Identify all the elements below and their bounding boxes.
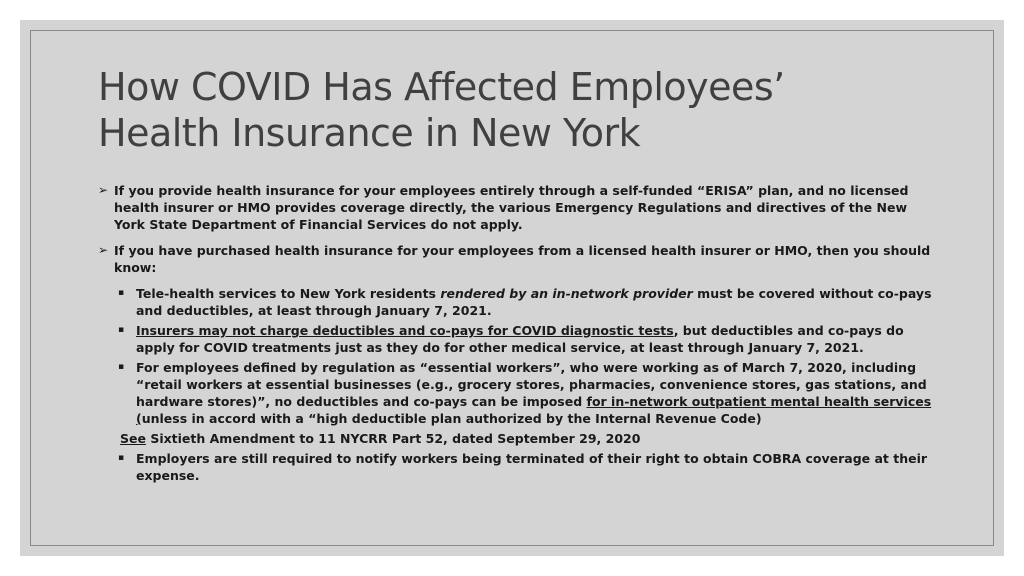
reference-text: Sixtieth Amendment to 11 NYCRR Part 52, dated September 29, 2020 xyxy=(145,431,641,446)
square-bullet-icon: ▪ xyxy=(118,453,125,463)
see-link[interactable]: See xyxy=(120,431,146,446)
title-line-2: Health Insurance in New York xyxy=(98,111,641,155)
bullet-text: If you provide health insurance for your employees entirely through a self-funded “ERISA” plan, and no licensed health insurer or HMO provides coverage directly, the various Emergency Regulations and directives of the New York State Department of Financial Services do not apply. xyxy=(114,183,909,232)
sub-bullet-text: Tele-health services to New York residents xyxy=(136,286,441,301)
sub-bullet-emphasis: rendered by an in-network provider xyxy=(440,286,693,301)
mental-health-services-link[interactable]: for in-network outpatient mental health services ( xyxy=(136,394,932,426)
sub-bullet-diagnostic-tests xyxy=(98,322,938,356)
bullet-self-funded xyxy=(98,182,938,233)
bullet-text: If you have purchased health insurance for your employees from a licensed health insurer or HMO, then you should know: xyxy=(114,243,931,275)
reference-note xyxy=(98,430,938,447)
sub-bullet-text: , but deductibles and co-pays do apply for COVID treatments just as they do for other medical service, at least through January 7, 2021. xyxy=(136,323,904,355)
sub-bullet-text: For employees defined by regulation as “essential workers”, who were working as of March 7, 2020, including “retail workers at essential businesses (e.g., grocery stores, pharmacies, convenience stores, gas stations, and hardware stores)”, no deductibles and co-pays can be imposed xyxy=(136,360,927,409)
slide-body xyxy=(98,182,938,487)
title-line-1: How COVID Has Affected Employees’ xyxy=(98,65,785,109)
diagnostic-tests-link[interactable]: Insurers may not charge deductibles and co-pays for COVID diagnostic tests xyxy=(136,323,674,338)
arrow-bullet-icon: ➢ xyxy=(98,243,109,257)
slide xyxy=(20,20,1004,556)
bullet-licensed-insurer xyxy=(98,242,938,276)
slide-title xyxy=(98,64,785,156)
square-bullet-icon: ▪ xyxy=(118,325,125,335)
sub-bullet-cobra xyxy=(98,450,938,484)
sub-bullet-essential-workers xyxy=(98,359,938,427)
sub-bullet-text: unless in accord with a “high deductible plan authorized by the Internal Revenue Code) xyxy=(141,411,762,426)
arrow-bullet-icon: ➢ xyxy=(98,183,109,197)
sub-bullet-text: Employers are still required to notify workers being terminated of their right to obtain COBRA coverage at their expense. xyxy=(136,451,928,483)
square-bullet-icon: ▪ xyxy=(118,362,125,372)
sub-bullet-telehealth xyxy=(98,285,938,319)
square-bullet-icon: ▪ xyxy=(118,288,125,298)
sub-bullet-text: must be covered without co-pays and deductibles, at least through January 7, 2021. xyxy=(136,286,932,318)
